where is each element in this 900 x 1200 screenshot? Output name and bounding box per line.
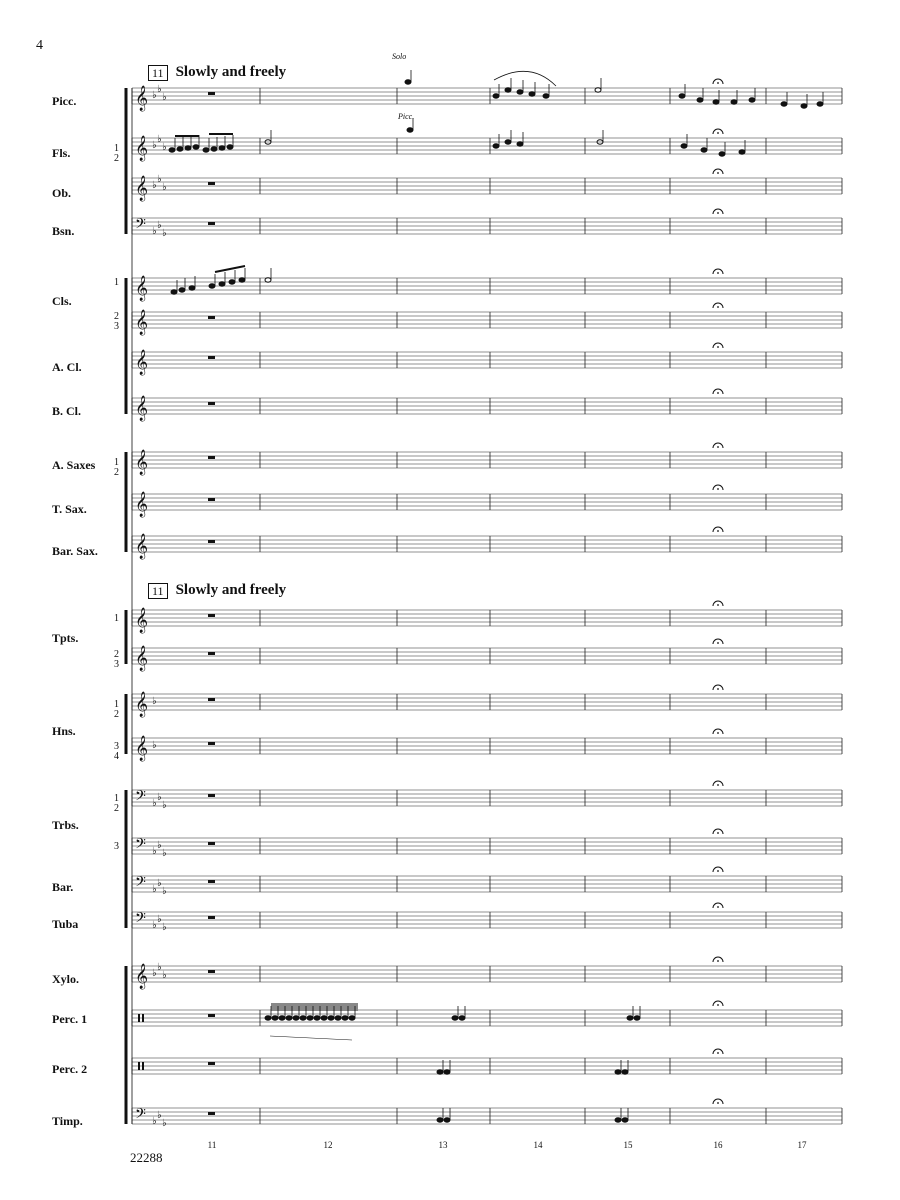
note-head [679, 94, 685, 98]
beam [215, 266, 245, 272]
note-head [801, 104, 807, 108]
whole-rest-icon [208, 182, 215, 185]
label-timpani: Timp. [52, 1114, 83, 1128]
flat-icon: ♭ [157, 962, 162, 973]
note-head [627, 1016, 633, 1020]
note-head [505, 88, 511, 92]
fermata-dot [717, 784, 719, 786]
fermata-dot [717, 1102, 719, 1104]
measure-number: 14 [533, 1140, 543, 1150]
fermata-dot [717, 82, 719, 84]
fermata-dot [717, 172, 719, 174]
flat-icon: ♭ [157, 914, 162, 925]
note-head [452, 1016, 458, 1020]
label-flutes: Fls. [52, 146, 71, 160]
cls-part-number: 2 3 [114, 311, 119, 332]
whole-rest-icon [208, 1112, 215, 1115]
fermata-dot [717, 446, 719, 448]
treble-clef-icon: 𝄞 [135, 492, 149, 517]
note-head [300, 1016, 306, 1020]
flat-icon: ♭ [152, 226, 157, 237]
flat-icon: ♭ [157, 1110, 162, 1121]
note-head [265, 278, 271, 282]
treble-clef-icon: 𝄞 [135, 136, 149, 161]
note-head [615, 1118, 621, 1122]
note-head [505, 140, 511, 144]
treble-clef-icon: 𝄞 [135, 964, 149, 989]
flat-icon: ♭ [157, 134, 162, 145]
tempo-text: Slowly and freely [175, 64, 287, 80]
measure-number: 12 [323, 1140, 333, 1150]
flat-icon: ♭ [152, 968, 157, 979]
treble-clef-icon: 𝄞 [135, 692, 149, 717]
note-head [407, 128, 413, 132]
fermata-dot [717, 346, 719, 348]
tempo-marking-top [148, 64, 286, 81]
note-head [293, 1016, 299, 1020]
note-head [437, 1070, 443, 1074]
fermata-dot [717, 132, 719, 134]
treble-clef-icon: 𝄞 [135, 534, 149, 559]
whole-rest-icon [208, 222, 215, 225]
note-head [517, 90, 523, 94]
whole-rest-icon [208, 916, 215, 919]
note-head [272, 1016, 278, 1020]
note-head [227, 145, 233, 149]
fermata-dot [717, 688, 719, 690]
note-head [817, 102, 823, 106]
fermata-dot [717, 732, 719, 734]
note-head [444, 1118, 450, 1122]
treble-clef-icon: 𝄞 [135, 276, 149, 301]
note-head [265, 1016, 271, 1020]
note-head [622, 1070, 628, 1074]
treble-clef-icon: 𝄞 [135, 608, 149, 633]
note-head [314, 1016, 320, 1020]
whole-rest-icon [208, 92, 215, 95]
note-head [171, 290, 177, 294]
note-head [219, 146, 225, 150]
whole-rest-icon [208, 316, 215, 319]
note-head [444, 1070, 450, 1074]
treble-clef-icon: 𝄞 [135, 450, 149, 475]
note-head [493, 144, 499, 148]
flat-icon: ♭ [162, 1118, 167, 1129]
fermata-dot [717, 488, 719, 490]
note-head [697, 98, 703, 102]
rehearsal-box: 11 [148, 583, 168, 599]
fermata-dot [717, 960, 719, 962]
whole-rest-icon [208, 842, 215, 845]
note-head [634, 1016, 640, 1020]
flat-icon: ♭ [162, 922, 167, 933]
whole-rest-icon [208, 794, 215, 797]
bass-clef-icon: 𝄢 [135, 1106, 146, 1126]
note-head [405, 80, 411, 84]
flat-icon: ♭ [162, 92, 167, 103]
whole-rest-icon [208, 456, 215, 459]
flat-icon: ♭ [162, 886, 167, 897]
flat-icon: ♭ [152, 1116, 157, 1127]
note-head [279, 1016, 285, 1020]
trb-part-number: 1 2 [114, 793, 119, 814]
crescendo [270, 1036, 352, 1040]
hn-part-number: 1 2 [114, 699, 119, 720]
note-head [177, 147, 183, 151]
note-head [335, 1016, 341, 1020]
flat-icon: ♭ [162, 228, 167, 239]
note-head [229, 280, 235, 284]
flat-icon: ♭ [162, 800, 167, 811]
note-head [713, 100, 719, 104]
note-head [749, 98, 755, 102]
label-percussion-1: Perc. 1 [52, 1012, 88, 1026]
slur [494, 71, 556, 86]
note-head [739, 150, 745, 154]
note-head [681, 144, 687, 148]
note-head [328, 1016, 334, 1020]
flat-icon: ♭ [152, 846, 157, 857]
flat-icon: ♭ [152, 920, 157, 931]
note-head [781, 102, 787, 106]
flat-icon: ♭ [162, 142, 167, 153]
percussion-clef-icon [142, 1062, 144, 1070]
fermata-dot [717, 870, 719, 872]
whole-rest-icon [208, 880, 215, 883]
page-number: 4 [36, 38, 43, 53]
bass-clef-icon: 𝄢 [135, 788, 146, 808]
label-tuba: Tuba [52, 917, 79, 931]
tpt-part-number: 2 3 [114, 649, 119, 670]
flat-icon: ♭ [152, 140, 157, 151]
note-head [193, 145, 199, 149]
label-piccolo: Picc. [52, 94, 77, 108]
flat-icon: ♭ [152, 180, 157, 191]
flat-icon: ♭ [157, 220, 162, 231]
whole-rest-icon [208, 1062, 215, 1065]
tempo-marking-brass [148, 582, 286, 599]
whole-rest-icon [208, 402, 215, 405]
cls-part-number: 1 [114, 277, 119, 288]
label-baritone: Bar. [52, 880, 74, 894]
note-head [437, 1118, 443, 1122]
flat-icon: ♭ [152, 696, 157, 707]
note-head [211, 147, 217, 151]
whole-rest-icon [208, 698, 215, 701]
note-head [307, 1016, 313, 1020]
fermata-dot [717, 530, 719, 532]
fermata-dot [717, 1052, 719, 1054]
note-head [189, 286, 195, 290]
treble-clef-icon: 𝄞 [135, 646, 149, 671]
percussion-clef-icon [138, 1062, 140, 1070]
note-head [615, 1070, 621, 1074]
flat-icon: ♭ [152, 90, 157, 101]
treble-clef-icon: 𝄞 [135, 396, 149, 421]
note-head [321, 1016, 327, 1020]
fermata-dot [717, 272, 719, 274]
measure-number: 16 [713, 1140, 723, 1150]
flat-icon: ♭ [162, 970, 167, 981]
flat-icon: ♭ [157, 84, 162, 95]
label-horns: Hns. [52, 724, 76, 738]
flat-icon: ♭ [152, 884, 157, 895]
asax-part-number: 1 2 [114, 457, 119, 478]
measure-number: 11 [207, 1140, 217, 1150]
flat-icon: ♭ [162, 848, 167, 859]
label-xylophone: Xylo. [52, 972, 79, 986]
whole-rest-icon [208, 498, 215, 501]
label-bass-clarinet: B. Cl. [52, 404, 82, 418]
label-tenor-sax: T. Sax. [52, 502, 87, 516]
fermata-dot [717, 1004, 719, 1006]
whole-rest-icon [208, 970, 215, 973]
flat-icon: ♭ [157, 174, 162, 185]
percussion-clef-icon [142, 1014, 144, 1022]
note-head [179, 288, 185, 292]
flat-icon: ♭ [157, 878, 162, 889]
fermata-dot [717, 642, 719, 644]
label-trumpets: Tpts. [52, 631, 79, 645]
note-head [459, 1016, 465, 1020]
trb-part-number: 3 [114, 841, 119, 852]
whole-rest-icon [208, 356, 215, 359]
rehearsal-box: 11 [148, 65, 168, 81]
flat-icon: ♭ [162, 182, 167, 193]
whole-rest-icon [208, 540, 215, 543]
bass-clef-icon: 𝄢 [135, 836, 146, 856]
whole-rest-icon [208, 742, 215, 745]
note-head [543, 94, 549, 98]
bass-clef-icon: 𝄢 [135, 216, 146, 236]
label-trombones: Trbs. [52, 818, 79, 832]
label-percussion-2: Perc. 2 [52, 1062, 88, 1076]
note-head [517, 142, 523, 146]
note-head [701, 148, 707, 152]
fermata-dot [717, 604, 719, 606]
note-head [493, 94, 499, 98]
label-bari-sax: Bar. Sax. [52, 544, 98, 558]
flat-icon: ♭ [152, 798, 157, 809]
measure-number: 13 [438, 1140, 448, 1150]
hn-part-number: 3 4 [114, 741, 119, 762]
fermata-dot [717, 306, 719, 308]
label-oboe: Ob. [52, 186, 72, 200]
fermata-dot [717, 392, 719, 394]
tempo-text: Slowly and freely [175, 582, 287, 598]
treble-clef-icon: 𝄞 [135, 176, 149, 201]
catalog-number: 22288 [130, 1150, 163, 1165]
fermata-dot [717, 906, 719, 908]
whole-rest-icon [208, 614, 215, 617]
label-alto-clarinet: A. Cl. [52, 360, 82, 374]
note-head [731, 100, 737, 104]
note-head [203, 148, 209, 152]
picc-annotation: Picc. [398, 112, 415, 121]
fls-part-number: 1 2 [114, 143, 119, 164]
note-head [719, 152, 725, 156]
label-alto-saxes: A. Saxes [52, 458, 96, 472]
label-clarinets: Cls. [52, 294, 72, 308]
flat-icon: ♭ [152, 740, 157, 751]
note-head [209, 284, 215, 288]
label-bassoon: Bsn. [52, 224, 75, 238]
note-head [219, 282, 225, 286]
note-head [595, 88, 601, 92]
bass-clef-icon: 𝄢 [135, 910, 146, 930]
treble-clef-icon: 𝄞 [135, 736, 149, 761]
tpt-part-number: 1 [114, 613, 119, 624]
note-head [239, 278, 245, 282]
note-head [349, 1016, 355, 1020]
measure-number: 17 [797, 1140, 807, 1150]
treble-clef-icon: 𝄞 [135, 310, 149, 335]
note-head [169, 148, 175, 152]
note-head [342, 1016, 348, 1020]
solo-annotation: Solo [392, 52, 407, 61]
treble-clef-icon: 𝄞 [135, 350, 149, 375]
note-head [185, 146, 191, 150]
note-head [529, 92, 535, 96]
note-head [622, 1118, 628, 1122]
fermata-dot [717, 832, 719, 834]
measure-number: 15 [623, 1140, 633, 1150]
whole-rest-icon [208, 1014, 215, 1017]
bass-clef-icon: 𝄢 [135, 874, 146, 894]
note-head [286, 1016, 292, 1020]
percussion-clef-icon [138, 1014, 140, 1022]
fermata-dot [717, 212, 719, 214]
flat-icon: ♭ [157, 792, 162, 803]
treble-clef-icon: 𝄞 [135, 86, 149, 111]
whole-rest-icon [208, 652, 215, 655]
flat-icon: ♭ [157, 840, 162, 851]
